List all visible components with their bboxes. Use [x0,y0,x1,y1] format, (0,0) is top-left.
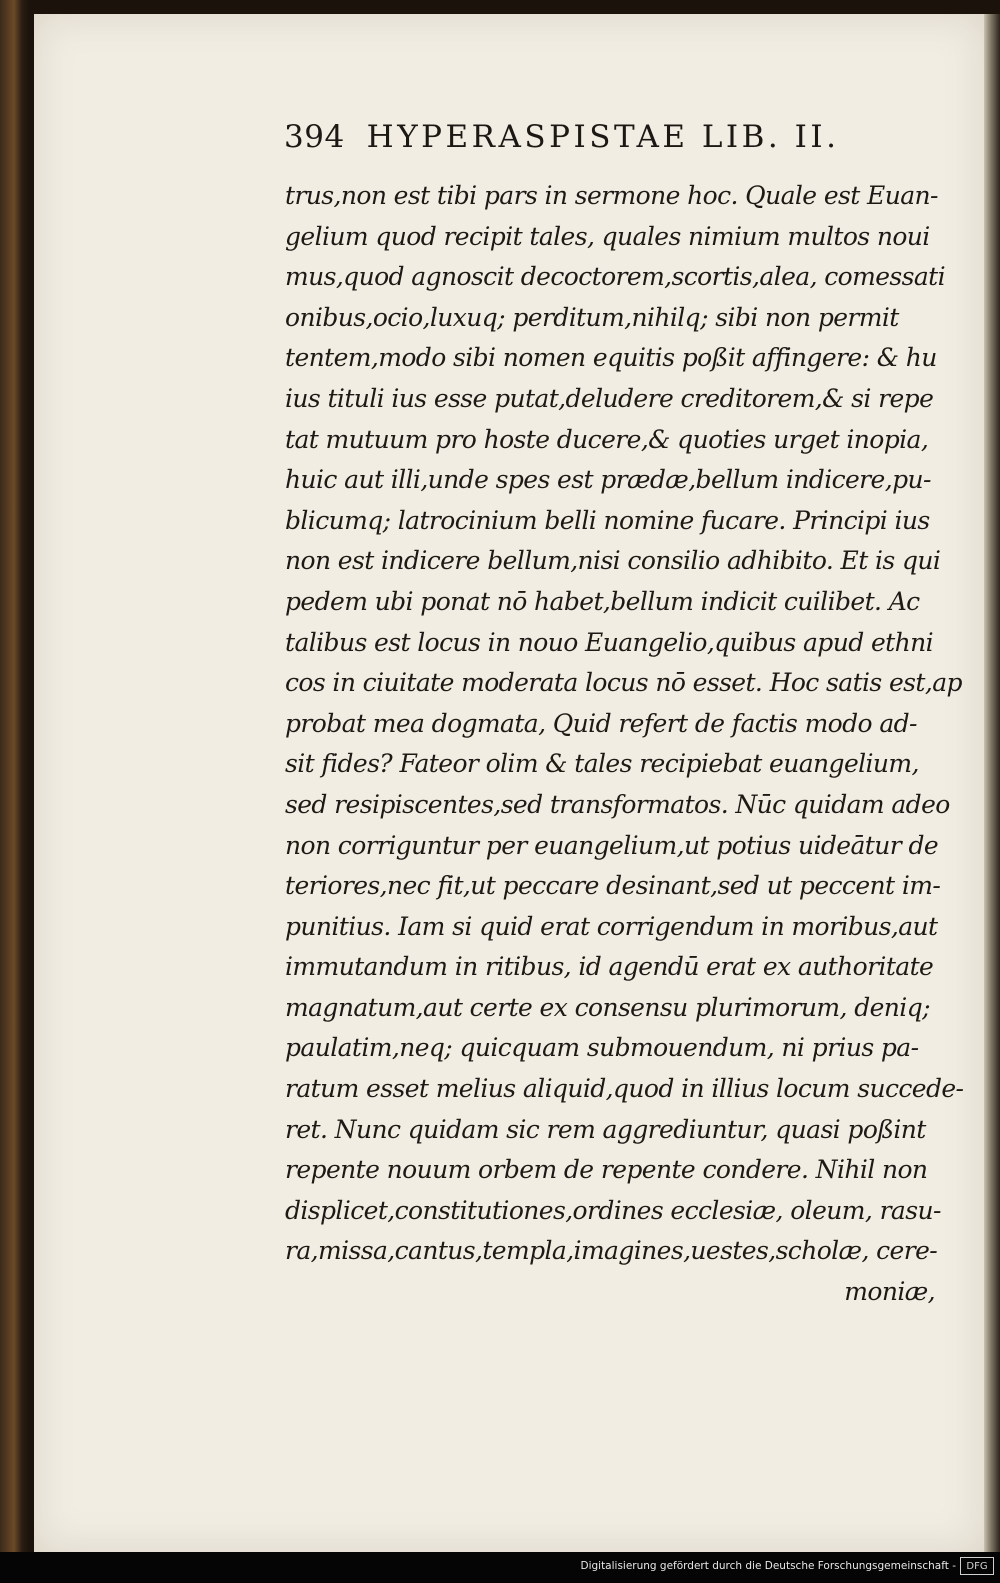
text-line: punitius. Iam si quid erat corrigendum in moribus,aut [285,911,938,941]
text-line: ius tituli ius esse putat,deludere creditorem,& si repe [285,383,934,413]
text-line: probat mea dogmata, Quid refert de factis modo ad- [285,708,917,738]
text-line: mus,quod agnoscit decoctorem,scortis,alea, comessati [285,262,946,292]
catchword: moniæ, [844,1277,935,1307]
text-line: magnatum,aut certe ex consensu plurimorum, deniq; [285,992,930,1022]
text-line: sit fides? Fateor olim & tales recipiebat euangelium, [285,749,919,779]
text-line: tentem,modo sibi nomen equitis poßit affingere: & hu [285,343,937,373]
text-line: ret. Nunc quidam sic rem aggrediuntur, quasi poßint [285,1114,926,1144]
text-line: paulatim,neq; quicquam submouendum, ni prius pa- [285,1033,919,1063]
page-edge [984,14,1000,1552]
dfg-logo: DFG [960,1557,994,1575]
text-line: cos in ciuitate moderata locus nō esset. Hoc satis est,ap [285,668,962,698]
text-line: teriores,nec fit,ut peccare desinant,sed ut peccent im- [285,871,941,901]
running-head [284,119,934,159]
text-line: huic aut illi,unde spes est prædæ,bellum indicere,pu- [285,465,931,495]
text-line: sed resipiscentes,sed transformatos. Nūc quidam adeo [285,789,950,819]
text-line: gelium quod recipit tales, quales nimium multos noui [285,221,930,251]
page-number: 394 [284,119,345,155]
text-line: onibus,ocio,luxuq; perditum,nihilq; sibi non permit [285,302,899,332]
text-line: blicumq; latrocinium belli nomine fucare. Principi ius [285,505,930,535]
text-line: non corriguntur per euangelium,ut potius uideātur de [285,830,939,860]
text-line: displicet,constitutiones,ordines ecclesiæ, oleum, rasu- [285,1195,941,1225]
body-text [285,176,964,1313]
funding-note: Digitalisierung gefördert durch die Deutsche Forschungsgemeinschaft - [580,1560,956,1572]
text-line: repente nouum orbem de repente condere. Nihil non [285,1155,928,1185]
text-line: talibus est locus in nouo Euangelio,quibus apud ethni [285,627,933,657]
text-line: non est indicere bellum,nisi consilio adhibito. Et is qui [285,546,941,576]
text-line: pedem ubi ponat nō habet,bellum indicit cuilibet. Ac [285,586,920,616]
text-line: immutandum in ritibus, id agendū erat ex authoritate [285,952,934,982]
running-head-title: HYPERASPISTAE LIB. II. [366,119,840,155]
text-line: ra,missa,cantus,templa,imagines,uestes,scholæ, cere- [285,1236,938,1266]
text-line: tat mutuum pro hoste ducere,& quoties urget inopia, [285,424,929,454]
text-line: ratum esset melius aliquid,quod in illius locum succede- [285,1074,964,1104]
text-line: trus,non est tibi pars in sermone hoc. Quale est Euan- [285,181,938,210]
